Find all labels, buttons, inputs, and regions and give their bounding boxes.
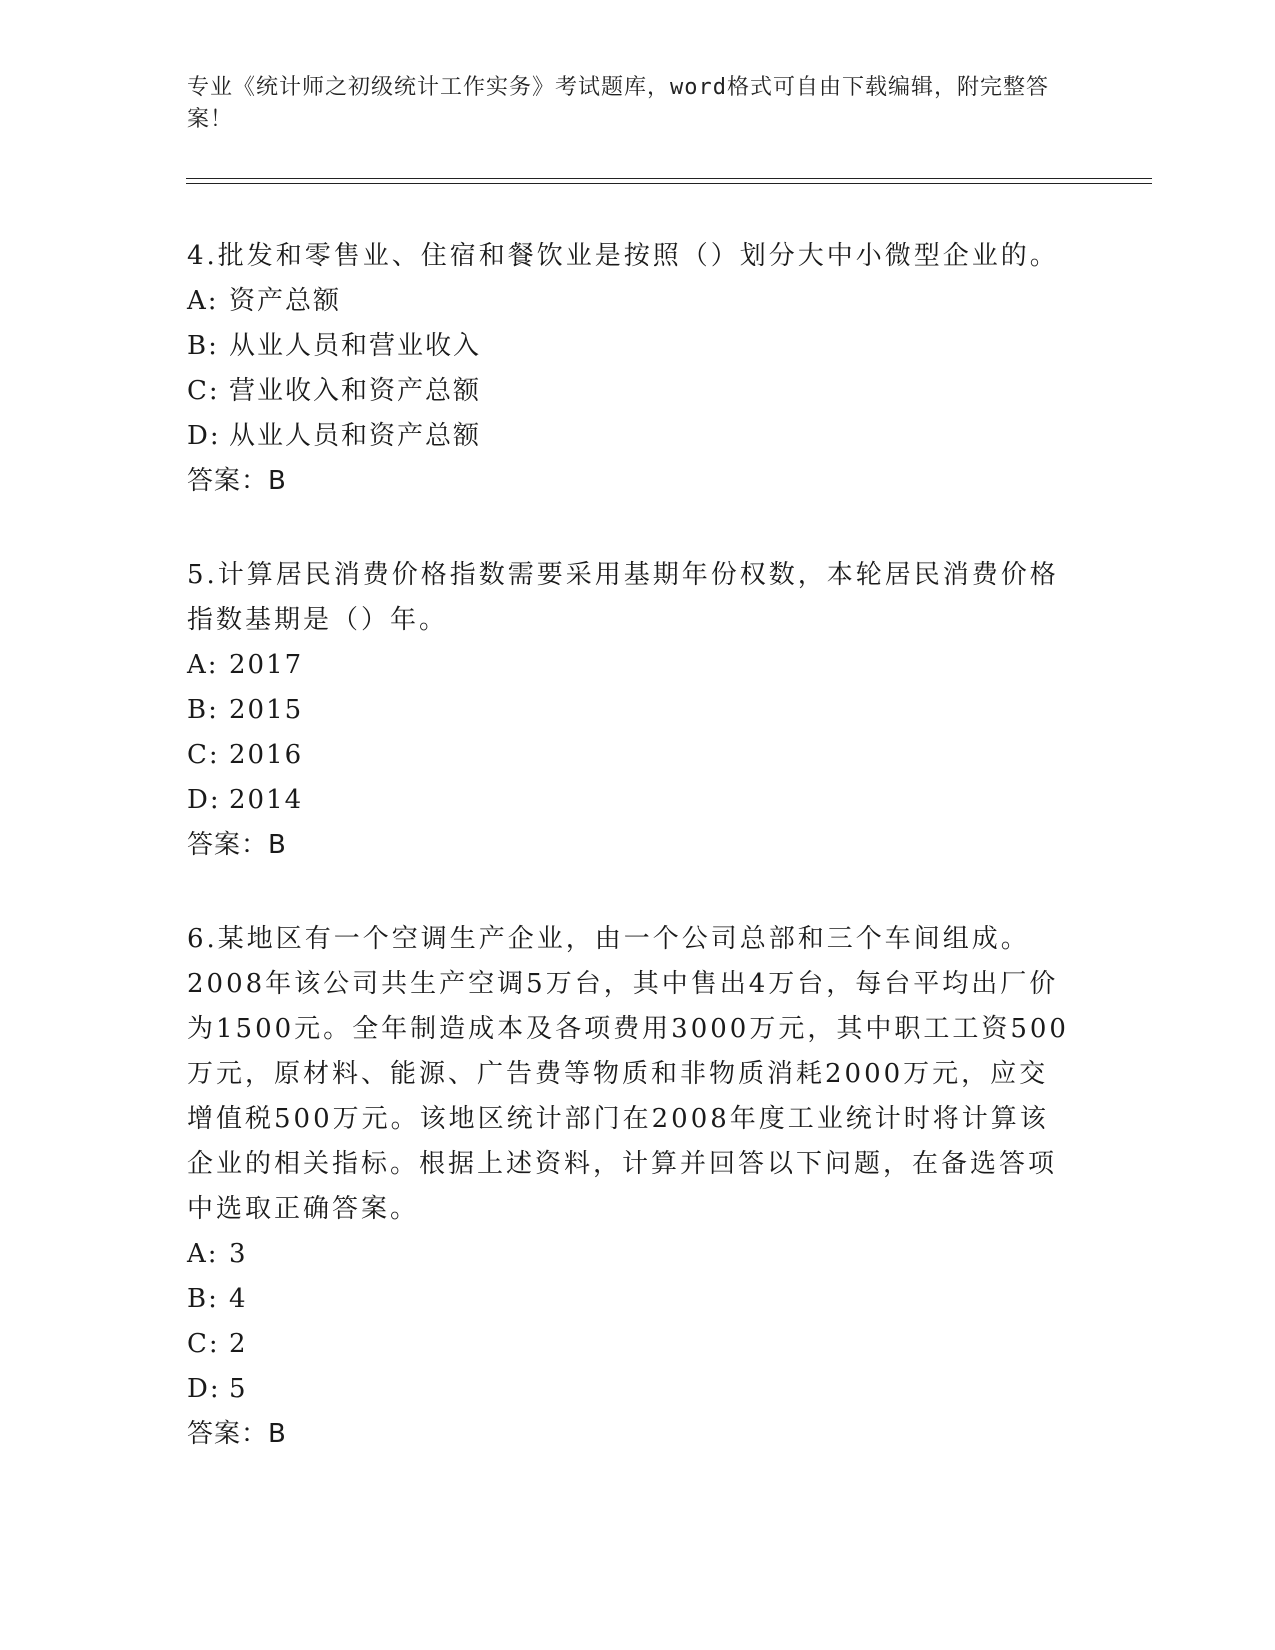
option-letter: A:: [187, 650, 219, 680]
option-b: [187, 688, 1077, 733]
option-text: 从业人员和营业收入: [229, 331, 482, 361]
option-text: 2017: [229, 650, 304, 680]
option-letter: B:: [187, 331, 219, 361]
question-stem: 4.批发和零售业、住宿和餐饮业是按照（）划分大中小微型企业的。: [187, 241, 1059, 271]
option-a: [187, 279, 1077, 324]
option-d: [187, 778, 1077, 823]
answer-line: 答案：B: [187, 1419, 287, 1449]
question-stem: 5.计算居民消费价格指数需要采用基期年份权数，本轮居民消费价格指数基期是（）年。: [187, 560, 1059, 635]
option-letter: A:: [187, 286, 219, 316]
question-stem: 6.某地区有一个空调生产企业，由一个公司总部和三个车间组成。2008年该公司共生产空调5万台，其中售出4万台，每台平均出厂价为1500元。全年制造成本及各项费用3000万元，其中职工工资500万元，原材料、能源、广告费等物质和非物质消耗2000万元，应交增值税500万元。该地区统计部门在2008年度工业统计时将计算该企业的相关指标。根据上述资料，计算并回答以下问题，在备选答项中选取正确答案。: [187, 924, 1069, 1224]
question-6: [187, 917, 1077, 1457]
option-a: [187, 643, 1077, 688]
option-text: 5: [229, 1374, 248, 1404]
question-4: [187, 234, 1077, 504]
option-letter: C:: [187, 740, 220, 770]
option-letter: C:: [187, 376, 220, 406]
option-text: 3: [229, 1239, 248, 1269]
question-5: [187, 553, 1077, 868]
option-c: [187, 369, 1077, 414]
option-c: [187, 733, 1077, 778]
option-letter: B:: [187, 695, 219, 725]
option-letter: D:: [187, 421, 221, 451]
header-divider-top: [186, 178, 1152, 179]
option-text: 从业人员和资产总额: [229, 421, 482, 451]
document-header: [187, 72, 1087, 136]
header-text: 专业《统计师之初级统计工作实务》考试题库，word格式可自由下载编辑，附完整答案！: [187, 75, 1049, 132]
option-b: [187, 1277, 1077, 1322]
option-letter: A:: [187, 1239, 219, 1269]
option-letter: D:: [187, 1374, 221, 1404]
option-text: 2: [229, 1329, 248, 1359]
answer-line: 答案：B: [187, 830, 287, 860]
option-text: 营业收入和资产总额: [229, 376, 482, 406]
option-d: [187, 1367, 1077, 1412]
option-letter: B:: [187, 1284, 219, 1314]
option-text: 2014: [229, 785, 304, 815]
answer-line: 答案：B: [187, 466, 287, 496]
option-text: 2015: [229, 695, 304, 725]
option-letter: C:: [187, 1329, 220, 1359]
option-c: [187, 1322, 1077, 1367]
option-b: [187, 324, 1077, 369]
option-text: 资产总额: [229, 286, 342, 316]
option-text: 4: [229, 1284, 248, 1314]
option-a: [187, 1232, 1077, 1277]
option-letter: D:: [187, 785, 221, 815]
option-text: 2016: [229, 740, 304, 770]
option-d: [187, 414, 1077, 459]
header-divider-bottom: [186, 183, 1152, 184]
